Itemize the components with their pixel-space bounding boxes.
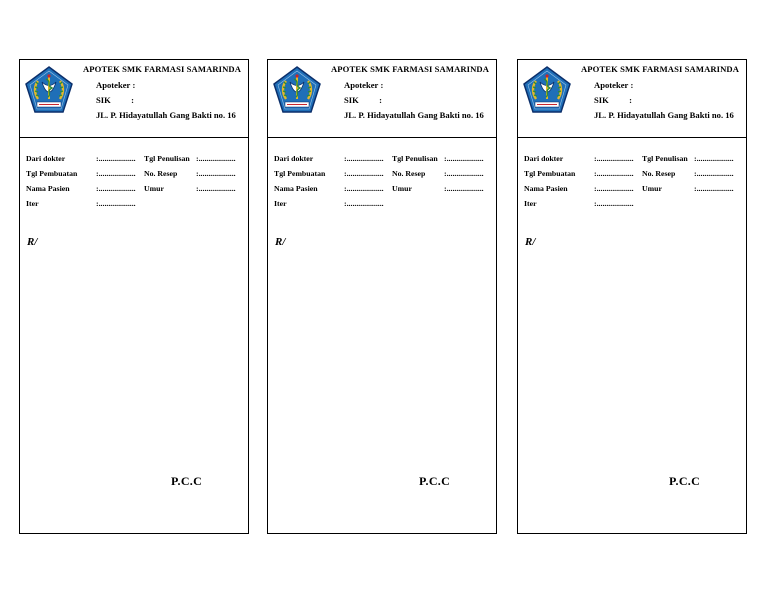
- tgl-pembuatan-label: Tgl Pembuatan: [274, 169, 326, 178]
- pharmacy-name: APOTEK SMK FARMASI SAMARINDA: [331, 64, 490, 74]
- pharmacy-name: APOTEK SMK FARMASI SAMARINDA: [83, 64, 242, 74]
- apoteker-separator: :: [132, 80, 136, 90]
- apoteker-separator: :: [380, 80, 384, 90]
- no-resep-field[interactable]: :...................: [694, 169, 734, 178]
- dari-dokter-label: Dari dokter: [26, 154, 66, 163]
- sik-line: [344, 95, 382, 105]
- pharmacy-address: JL. P. Hidayatullah Gang Bakti no. 16: [344, 110, 484, 120]
- no-resep-field[interactable]: :...................: [444, 169, 484, 178]
- apoteker-label: Apoteker: [344, 80, 379, 90]
- no-resep-label: No. Resep: [642, 169, 676, 178]
- prescription-card-3: [517, 59, 747, 534]
- apoteker-label: Apoteker: [594, 80, 629, 90]
- iter-label: Iter: [524, 199, 537, 208]
- tgl-pembuatan-field[interactable]: :...................: [344, 169, 384, 178]
- umur-label: Umur: [144, 184, 164, 193]
- tgl-penulisan-field[interactable]: :...................: [694, 154, 734, 163]
- tgl-pembuatan-label: Tgl Pembuatan: [26, 169, 78, 178]
- iter-field[interactable]: :...................: [344, 199, 384, 208]
- umur-label: Umur: [642, 184, 662, 193]
- pharmacy-school-emblem-icon: [271, 65, 323, 117]
- no-resep-label: No. Resep: [144, 169, 178, 178]
- pcc-label: P.C.C: [419, 474, 451, 488]
- umur-field[interactable]: :...................: [694, 184, 734, 193]
- tgl-penulisan-field[interactable]: :...................: [444, 154, 484, 163]
- nama-pasien-label: Nama Pasien: [26, 184, 70, 193]
- dari-dokter-field[interactable]: :...................: [594, 154, 634, 163]
- pharmacy-name: APOTEK SMK FARMASI SAMARINDA: [581, 64, 740, 74]
- dari-dokter-field[interactable]: :...................: [96, 154, 136, 163]
- pharmacy-address: JL. P. Hidayatullah Gang Bakti no. 16: [594, 110, 734, 120]
- pcc-label: P.C.C: [171, 474, 203, 488]
- dari-dokter-label: Dari dokter: [524, 154, 564, 163]
- tgl-penulisan-label: Tgl Penulisan: [144, 154, 190, 163]
- rx-symbol: R/: [27, 236, 38, 248]
- umur-field[interactable]: :...................: [196, 184, 236, 193]
- sik-line: [96, 95, 134, 105]
- tgl-pembuatan-field[interactable]: :...................: [96, 169, 136, 178]
- iter-label: Iter: [26, 199, 39, 208]
- apoteker-line: [96, 80, 135, 90]
- tgl-penulisan-field[interactable]: :...................: [196, 154, 236, 163]
- iter-field[interactable]: :...................: [96, 199, 136, 208]
- prescription-card-2: [267, 59, 497, 534]
- tgl-penulisan-label: Tgl Penulisan: [642, 154, 688, 163]
- sik-separator: :: [131, 95, 135, 105]
- umur-label: Umur: [392, 184, 412, 193]
- sik-label: SIK: [344, 95, 359, 105]
- sik-separator: :: [629, 95, 633, 105]
- apoteker-line: [594, 80, 633, 90]
- nama-pasien-field[interactable]: :...................: [96, 184, 136, 193]
- prescription-header: [20, 60, 248, 138]
- apoteker-label: Apoteker: [96, 80, 131, 90]
- sik-label: SIK: [594, 95, 609, 105]
- rx-symbol: R/: [525, 236, 536, 248]
- tgl-penulisan-label: Tgl Penulisan: [392, 154, 438, 163]
- nama-pasien-field[interactable]: :...................: [594, 184, 634, 193]
- prescription-card-1: [19, 59, 249, 534]
- pharmacy-school-emblem-icon: [23, 65, 75, 117]
- umur-field[interactable]: :...................: [444, 184, 484, 193]
- prescription-header: [518, 60, 746, 138]
- sik-separator: :: [379, 95, 383, 105]
- rx-symbol: R/: [275, 236, 286, 248]
- sik-line: [594, 95, 632, 105]
- dari-dokter-field[interactable]: :...................: [344, 154, 384, 163]
- apoteker-line: [344, 80, 383, 90]
- iter-label: Iter: [274, 199, 287, 208]
- pcc-label: P.C.C: [669, 474, 701, 488]
- pharmacy-school-emblem-icon: [521, 65, 573, 117]
- sik-label: SIK: [96, 95, 111, 105]
- pharmacy-address: JL. P. Hidayatullah Gang Bakti no. 16: [96, 110, 236, 120]
- no-resep-field[interactable]: :...................: [196, 169, 236, 178]
- apoteker-separator: :: [630, 80, 634, 90]
- nama-pasien-label: Nama Pasien: [524, 184, 568, 193]
- tgl-pembuatan-field[interactable]: :...................: [594, 169, 634, 178]
- iter-field[interactable]: :...................: [594, 199, 634, 208]
- tgl-pembuatan-label: Tgl Pembuatan: [524, 169, 576, 178]
- prescription-header: [268, 60, 496, 138]
- dari-dokter-label: Dari dokter: [274, 154, 314, 163]
- nama-pasien-field[interactable]: :...................: [344, 184, 384, 193]
- no-resep-label: No. Resep: [392, 169, 426, 178]
- nama-pasien-label: Nama Pasien: [274, 184, 318, 193]
